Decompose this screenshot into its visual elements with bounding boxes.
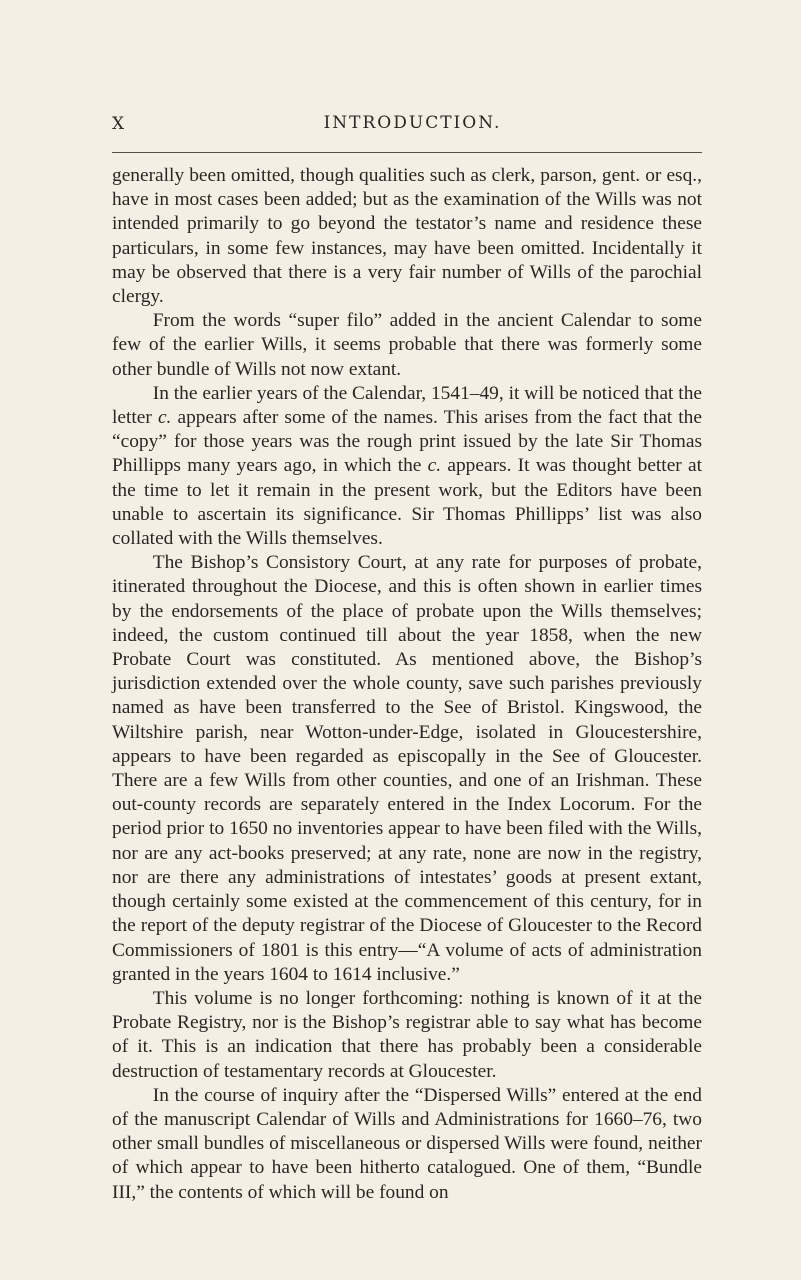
page-header	[112, 100, 713, 134]
paragraph-4: The Bishop’s Consistory Court, at any rate for purposes of probate, itinerated throughout the Diocese, and this is often shown in earlier times by the endorsements of the place of probate upon the Wills themselves; indeed, the custom continued till about the year 1858, when the new Probate Court was constituted. As mentioned above, the Bishop’s jurisdiction extended over the whole county, save such parishes previously named as have been transferred to the See of Bristol. Kingswood, the Wiltshire parish, near Wotton-under-Edge, isolated in Gloucestershire, appears to have been regarded as episcopally in the See of Gloucester. There are a few Wills from other counties, and one of an Irishman. These out-county records are separately entered in the Index Locorum. For the period prior to 1650 no inventories appear to have been filed with the Wills, nor are any act-books preserved; at any rate, none are now in the registry, nor are there any administrations of intestates’ goods at present extant, though certainly some existed at the commencement of this century, for in the report of the deputy registrar of the Diocese of Gloucester to the Record Commissioners of 1801 is this entry—“A volume of acts of administration granted in the years 1604 to 1614 inclusive.”	[112, 552, 702, 985]
paragraph-5: This volume is no longer forthcoming: nothing is known of it at the Probate Registry, nor is the Bishop’s registrar able to say what has become of it. This is an indication that there has probably been a considerable destruction of testamentary records at Gloucester.	[112, 987, 702, 1082]
running-title: INTRODUCTION.	[323, 113, 502, 133]
paragraph-2: From the words “super filo” added in the ancient Calendar to some few of the earlier Wills, it seems probable that there was formerly some other bundle of Wills not now extant.	[112, 310, 702, 380]
paragraph-3	[112, 382, 702, 551]
paragraph-3-part-a: In the earlier years of the Calendar, 1541–49, it will be noticed that the letter	[112, 382, 702, 429]
body-text	[112, 164, 702, 1205]
page-number: X	[112, 114, 126, 134]
paragraph-1: generally been omitted, though qualities such as clerk, parson, gent. or esq., have in most cases been added; but as the examination of the Wills was not intended primarily to go beyond the testator’s name and residence these particulars, in some few instances, may have been omitted. Incidentally it may be observed that there is a very fair number of Wills of the parochial clergy.	[112, 165, 702, 308]
paragraph-3-part-c: appears. It was thought better at the time to let it remain in the present work, but the Editors have been unable to ascertain its significance. Sir Thomas Phillipps’ list was also collated with the Wills themselves.	[112, 455, 702, 550]
header-rule	[112, 152, 702, 153]
letter-c-italic: c.	[427, 455, 442, 477]
paragraph-6: In the course of inquiry after the “Dispersed Wills” entered at the end of the manuscript Calendar of Wills and Administrations for 1660–76, two other small bundles of miscellaneous or dispersed Wills were found, neither of which appear to have been hitherto catalogued. One of them, “Bundle III,” the contents of which will be found on	[112, 1084, 702, 1203]
letter-c-italic: c.	[157, 407, 172, 429]
paragraph-3-part-b: appears after some of the names. This arises from the fact that the “copy” for those years was the rough print issued by the late Sir Thomas Phillipps many years ago, in which the	[112, 407, 702, 477]
